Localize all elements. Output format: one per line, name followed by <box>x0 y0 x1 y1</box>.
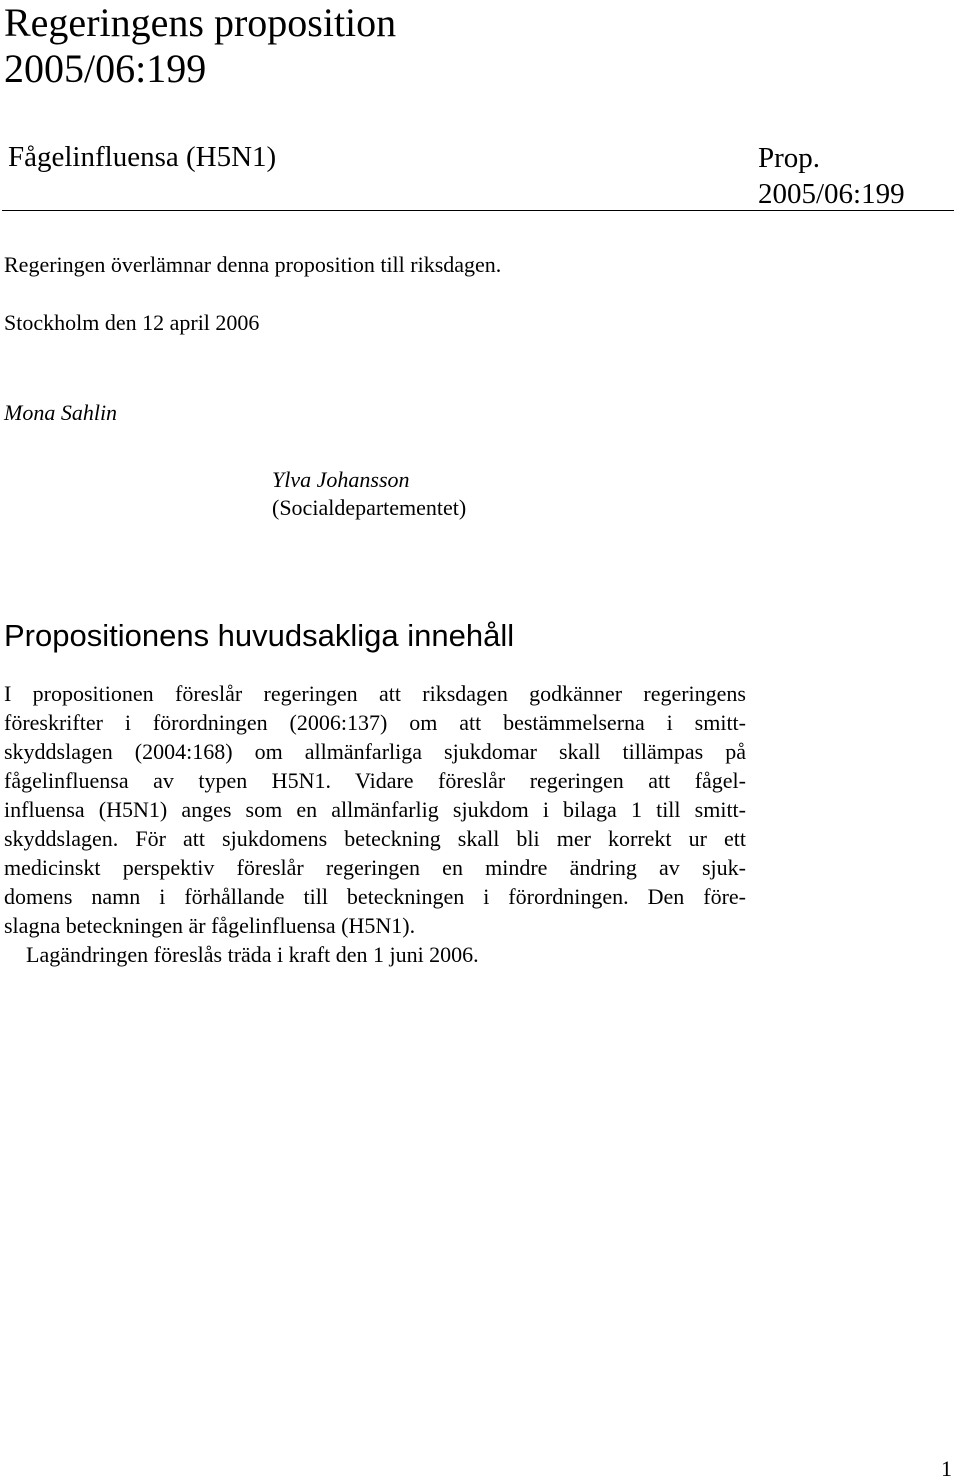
signature-department: (Socialdepartementet) <box>272 495 467 520</box>
summary-line: I propositionen föreslår regeringen att riksdagen godkänner regeringens <box>4 681 746 706</box>
summary-body <box>4 679 746 969</box>
summary-line: domens namn i förhållande till beteckningen i förordningen. Den före- <box>4 884 746 909</box>
summary-final-line: Lagändringen föreslås träda i kraft den 1 juni 2006. <box>26 942 479 967</box>
signature-minister-name: Ylva Johansson <box>272 467 410 492</box>
proposition-topic: Fågelinfluensa (H5N1) <box>8 141 277 173</box>
place-and-date: Stockholm den 12 april 2006 <box>4 310 260 335</box>
proposition-reference-line2: 2005/06:199 <box>758 178 905 210</box>
proposition-reference-line1: Prop. <box>758 142 821 174</box>
summary-line: medicinskt perspektiv föreslår regeringen en mindre ändring av sjuk- <box>4 855 746 880</box>
submission-text: Regeringen överlämnar denna proposition till riksdagen. <box>4 252 502 277</box>
page-number: 1 <box>941 1456 952 1481</box>
summary-line: influensa (H5N1) anges som en allmänfarlig sjukdom i bilaga 1 till smitt- <box>4 797 746 822</box>
signature-minister-block <box>272 466 466 522</box>
section-heading: Propositionens huvudsakliga innehåll <box>4 618 515 653</box>
summary-line: fågelinfluensa av typen H5N1. Vidare föreslår regeringen att fågel- <box>4 768 746 793</box>
header-divider <box>2 210 954 211</box>
summary-line: föreskrifter i förordningen (2006:137) om att bestämmelserna i smitt- <box>4 710 746 735</box>
document-title-line1: Regeringens proposition <box>4 0 397 45</box>
document-title-line2: 2005/06:199 <box>4 46 207 91</box>
summary-line: skyddslagen. För att sjukdomens beteckning skall bli mer korrekt ur ett <box>4 826 746 851</box>
proposition-reference <box>758 140 905 212</box>
summary-line: slagna beteckningen är fågelinfluensa (H5N1). <box>4 913 416 938</box>
document-title <box>4 0 396 92</box>
summary-line: skyddslagen (2004:168) om allmänfarliga sjukdomar skall tillämpas på <box>4 739 746 764</box>
signature-prime-minister: Mona Sahlin <box>4 400 118 425</box>
